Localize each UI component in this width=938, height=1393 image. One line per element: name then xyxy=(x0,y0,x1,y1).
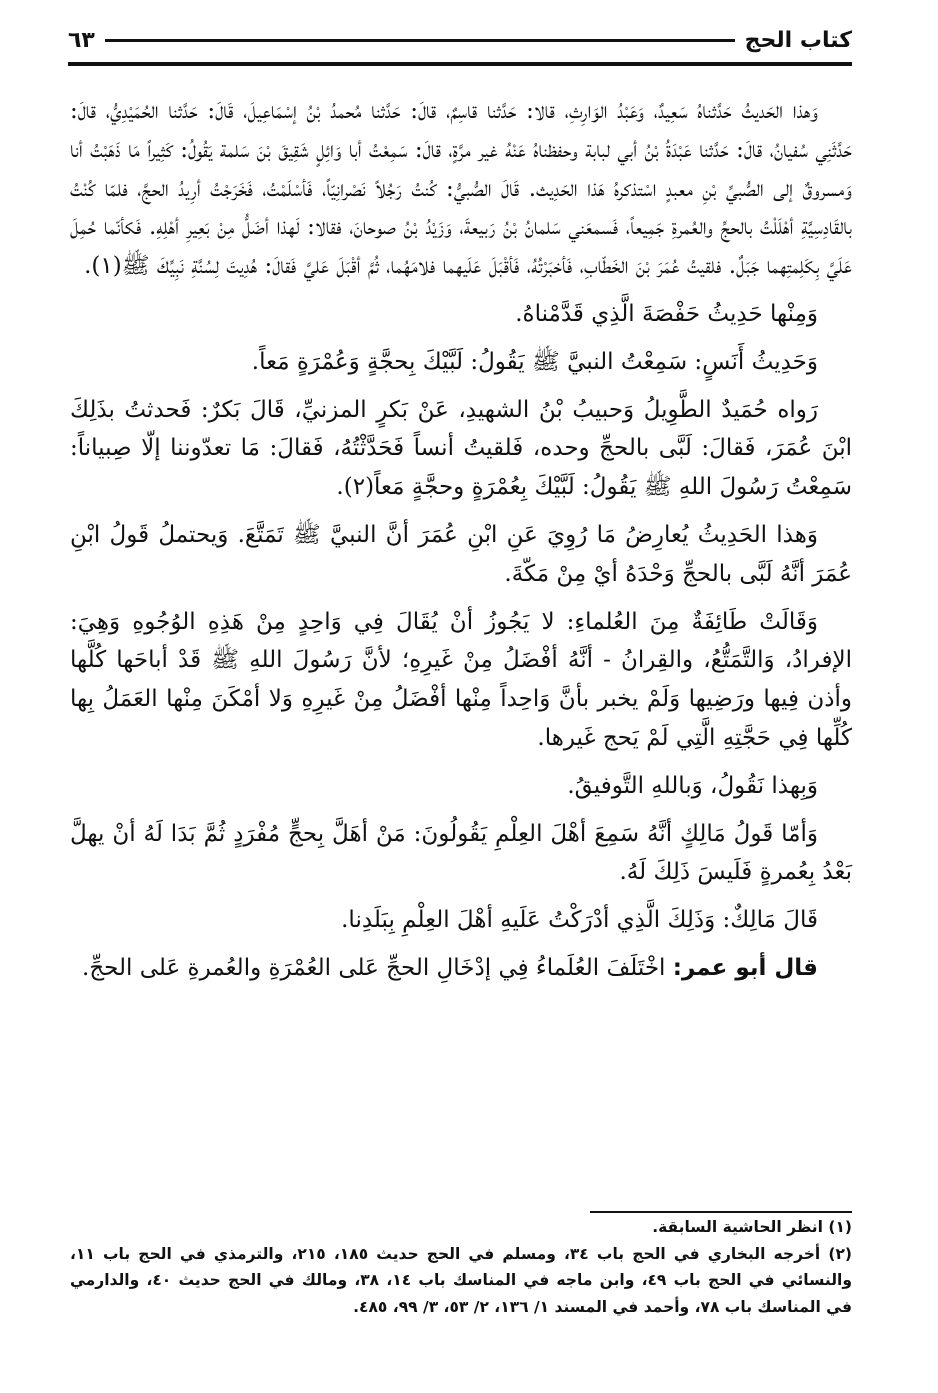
footnote-label: (١) xyxy=(828,1218,852,1236)
footnote-text: أخرجه البخاري في الحج باب ٣٤، ومسلم في الحج حديث ١٨٥، ٢١٥، والترمذي في الحج باب ١١، والنسائي في الحج باب ٤٩، وابن ماجه في المناسك باب ١٤، ٣٨، ومالك في الحج حديث ٤٠، والدارمي في المناسك باب ٧٨، وأحمد في المسند ١/ ١٣٦، ٢/ ٥٣، ٣/ ٩٩، ٤٨٥. xyxy=(70,1244,852,1316)
footnote xyxy=(70,1214,852,1241)
paragraph-text: اخْتَلَفَ العُلَماءُ فِي إدْخَالِ الحجِّ عَلى العُمْرَةِ والعُمرةِ عَلى الحجِّ. xyxy=(82,954,673,981)
page-header xyxy=(68,22,852,58)
paragraph: قَالَ مَالِكٌ: وَذَلِكَ الَّذِي أدْرَكْتُ عَلَيهِ أهْلَ العِلْمِ بِبَلَدِنا. xyxy=(341,907,818,934)
paragraph-last xyxy=(70,949,852,988)
paragraph: وَأمّا قَولُ مَالِكٍ أنَّهُ سَمِعَ أهْلَ العِلْمِ يَقُولُونَ: مَنْ أهَلَّ بِحجٍّ مُفْرَدٍ ثُمَّ بَدَا لَهُ أنْ يهلَّ بَعْدُ بِعُمرةٍ فَلَيسَ ذَلِكَ لَهُ. xyxy=(70,820,852,886)
footnote-label: (٢) xyxy=(828,1244,853,1263)
paragraph: رَواه حُمَيدٌ الطَّوِيلُ وَحبيبُ بْنُ الشهيدِ، عَنْ بَكرٍ المزنيِّ، قَالَ بَكرٌ: فَحدثتُ بذَلِكَ ابْنَ عُمَرَ، فَقالَ: لَبَّى بالحجِّ وحده، فَلقيتُ أنساً فَحَدَّثْتُهُ، فَقالَ: مَا تعدّوننا إلّا صِبياناً: سَمِعْتُ رَسُولَ اللهِ ﷺ يَقُولُ: لَبَّيْكَ بِعُمْرَةٍ وحجَّةٍ مَعاً(٢). xyxy=(70,396,852,501)
header-line xyxy=(105,39,735,42)
page-number: ٦٣ xyxy=(68,27,95,53)
footnote-text: انظر الحاشية السابقة. xyxy=(652,1218,823,1236)
header-rule xyxy=(68,62,852,66)
paragraph: وَحَدِيثُ أَنَسٍ: سَمِعْتُ النبيَّ ﷺ يَقُولُ: لَبَّيْكَ بِحجَّةٍ وَعُمْرَةٍ مَعاً. xyxy=(251,348,818,375)
running-title: كتاب الحج xyxy=(744,27,852,53)
speaker-lead: قال أبو عمر: xyxy=(672,954,818,981)
paragraph: وَهذا الحَدِيثُ يُعارِضُ مَا رُوِيَ عَنِ ابْنِ عُمَرَ أنَّ النبيَّ ﷺ تَمَتَّعَ. وَيحتملُ قَولُ ابْنِ عُمَرَ أنَّهُ لَبَّى بالحجِّ وَحْدَهُ أيْ مِنْ مَكّةَ. xyxy=(70,521,852,587)
paragraph: وَبِهذا نَقُولُ، وَباللهِ التَّوفيقُ. xyxy=(567,772,818,799)
paragraph: وَمِنْها حَدِيثُ حَفْصَةَ الَّذِي قَدَّمْناهُ. xyxy=(515,300,818,327)
paragraph: وَهذا الحَديثُ حَدَّثناهُ سَعِيدٌ، وَعَبْدُ الوَارِثِ، قالا: حَدَّثنا قاسِمٌ، قالَ: حَدَّثنا مُحمدُ بْنُ إسْمَاعِيلَ، قَالَ: حَدَّثنا الحُمَيْدِيُّ، قالَ: حَدَّثَنِي سُفيانُ، قالَ: حَدَّثنا عَبْدَةُ بْنُ أبي لبابة وحفظناهُ عَنْهُ غير مرَّةٍ، قالَ: سَمِعْتُ أبا وَائِلٍ شَقِيقَ بْنَ سَلمة يَقُولُ: كَثِيراً مَا ذَهَبْتُ أنا وَمسروقٌ إلى الصُّبيِّ بْنِ معبدٍ اسْتذكرهُ هَذا الحَدِيث. قَالَ الصُّبيُّ: كُنتُ رَجُلاً نَصْرانِيّاً، فَأسْلَمْتُ، فَخَرَجْتُ أرِيدُ الحجَّ، فلمّا كُنْتُ بالقَادِسِيَّةِ أهْلَلْتُ بالحجِّ والعُمرةِ جَمِيعاً، فَسمعَني سَلمانُ بْنُ رَبيعةَ، وَزَيْدُ بْنُ صوحانَ، فقالا: لَهذا أضَلُّ مِنْ بَعِيرِ أهْلِهِ. فَكأنّما حُمِلَ عَلَيَّ بِكَلِمتِهما جَبَلٌ. فلقيتُ عُمَرَ بْنَ الخَطّابِ، فَأخبَرْتُهُ، فَأقْبَلَ عَلَيهما فلامَهُما، ثُمَّ أقْبَلَ عَليَّ فَقالَ: هُدِيتَ لِسُنَّةِ نَبِيِّكَ ﷺ(١). xyxy=(70,98,852,280)
footnote xyxy=(70,1241,852,1321)
footnotes xyxy=(70,1214,852,1320)
main-text xyxy=(70,92,852,997)
paragraph: وَقَالَتْ طَائِفَةٌ مِنَ العُلماءِ: لا يَجُوزُ أنْ يُقَالَ فِي وَاحِدٍ مِنْ هَذِهِ الوُجُوهِ وَهِيَ: الإفرادُ، وَالتَّمَتُّعُ، والقِرانُ - أنَّهُ أفْضَلُ مِنْ غَيرِهِ؛ لأنَّ رَسُولَ اللهِ ﷺ قَدْ أباحَها كُلَّها وأذن فِيها ورَضِيها وَلَمْ يخبر بأنَّ وَاحِداً مِنْها أفْضَلُ مِنْ غَيرِهِ وَلا أمْكَنَ مِنْها العَمَلُ بِها كُلِّها فِي حَجَّتِهِ الَّتِي لَمْ يَحج غَيرها. xyxy=(70,608,852,751)
footnote-separator xyxy=(590,1211,852,1213)
